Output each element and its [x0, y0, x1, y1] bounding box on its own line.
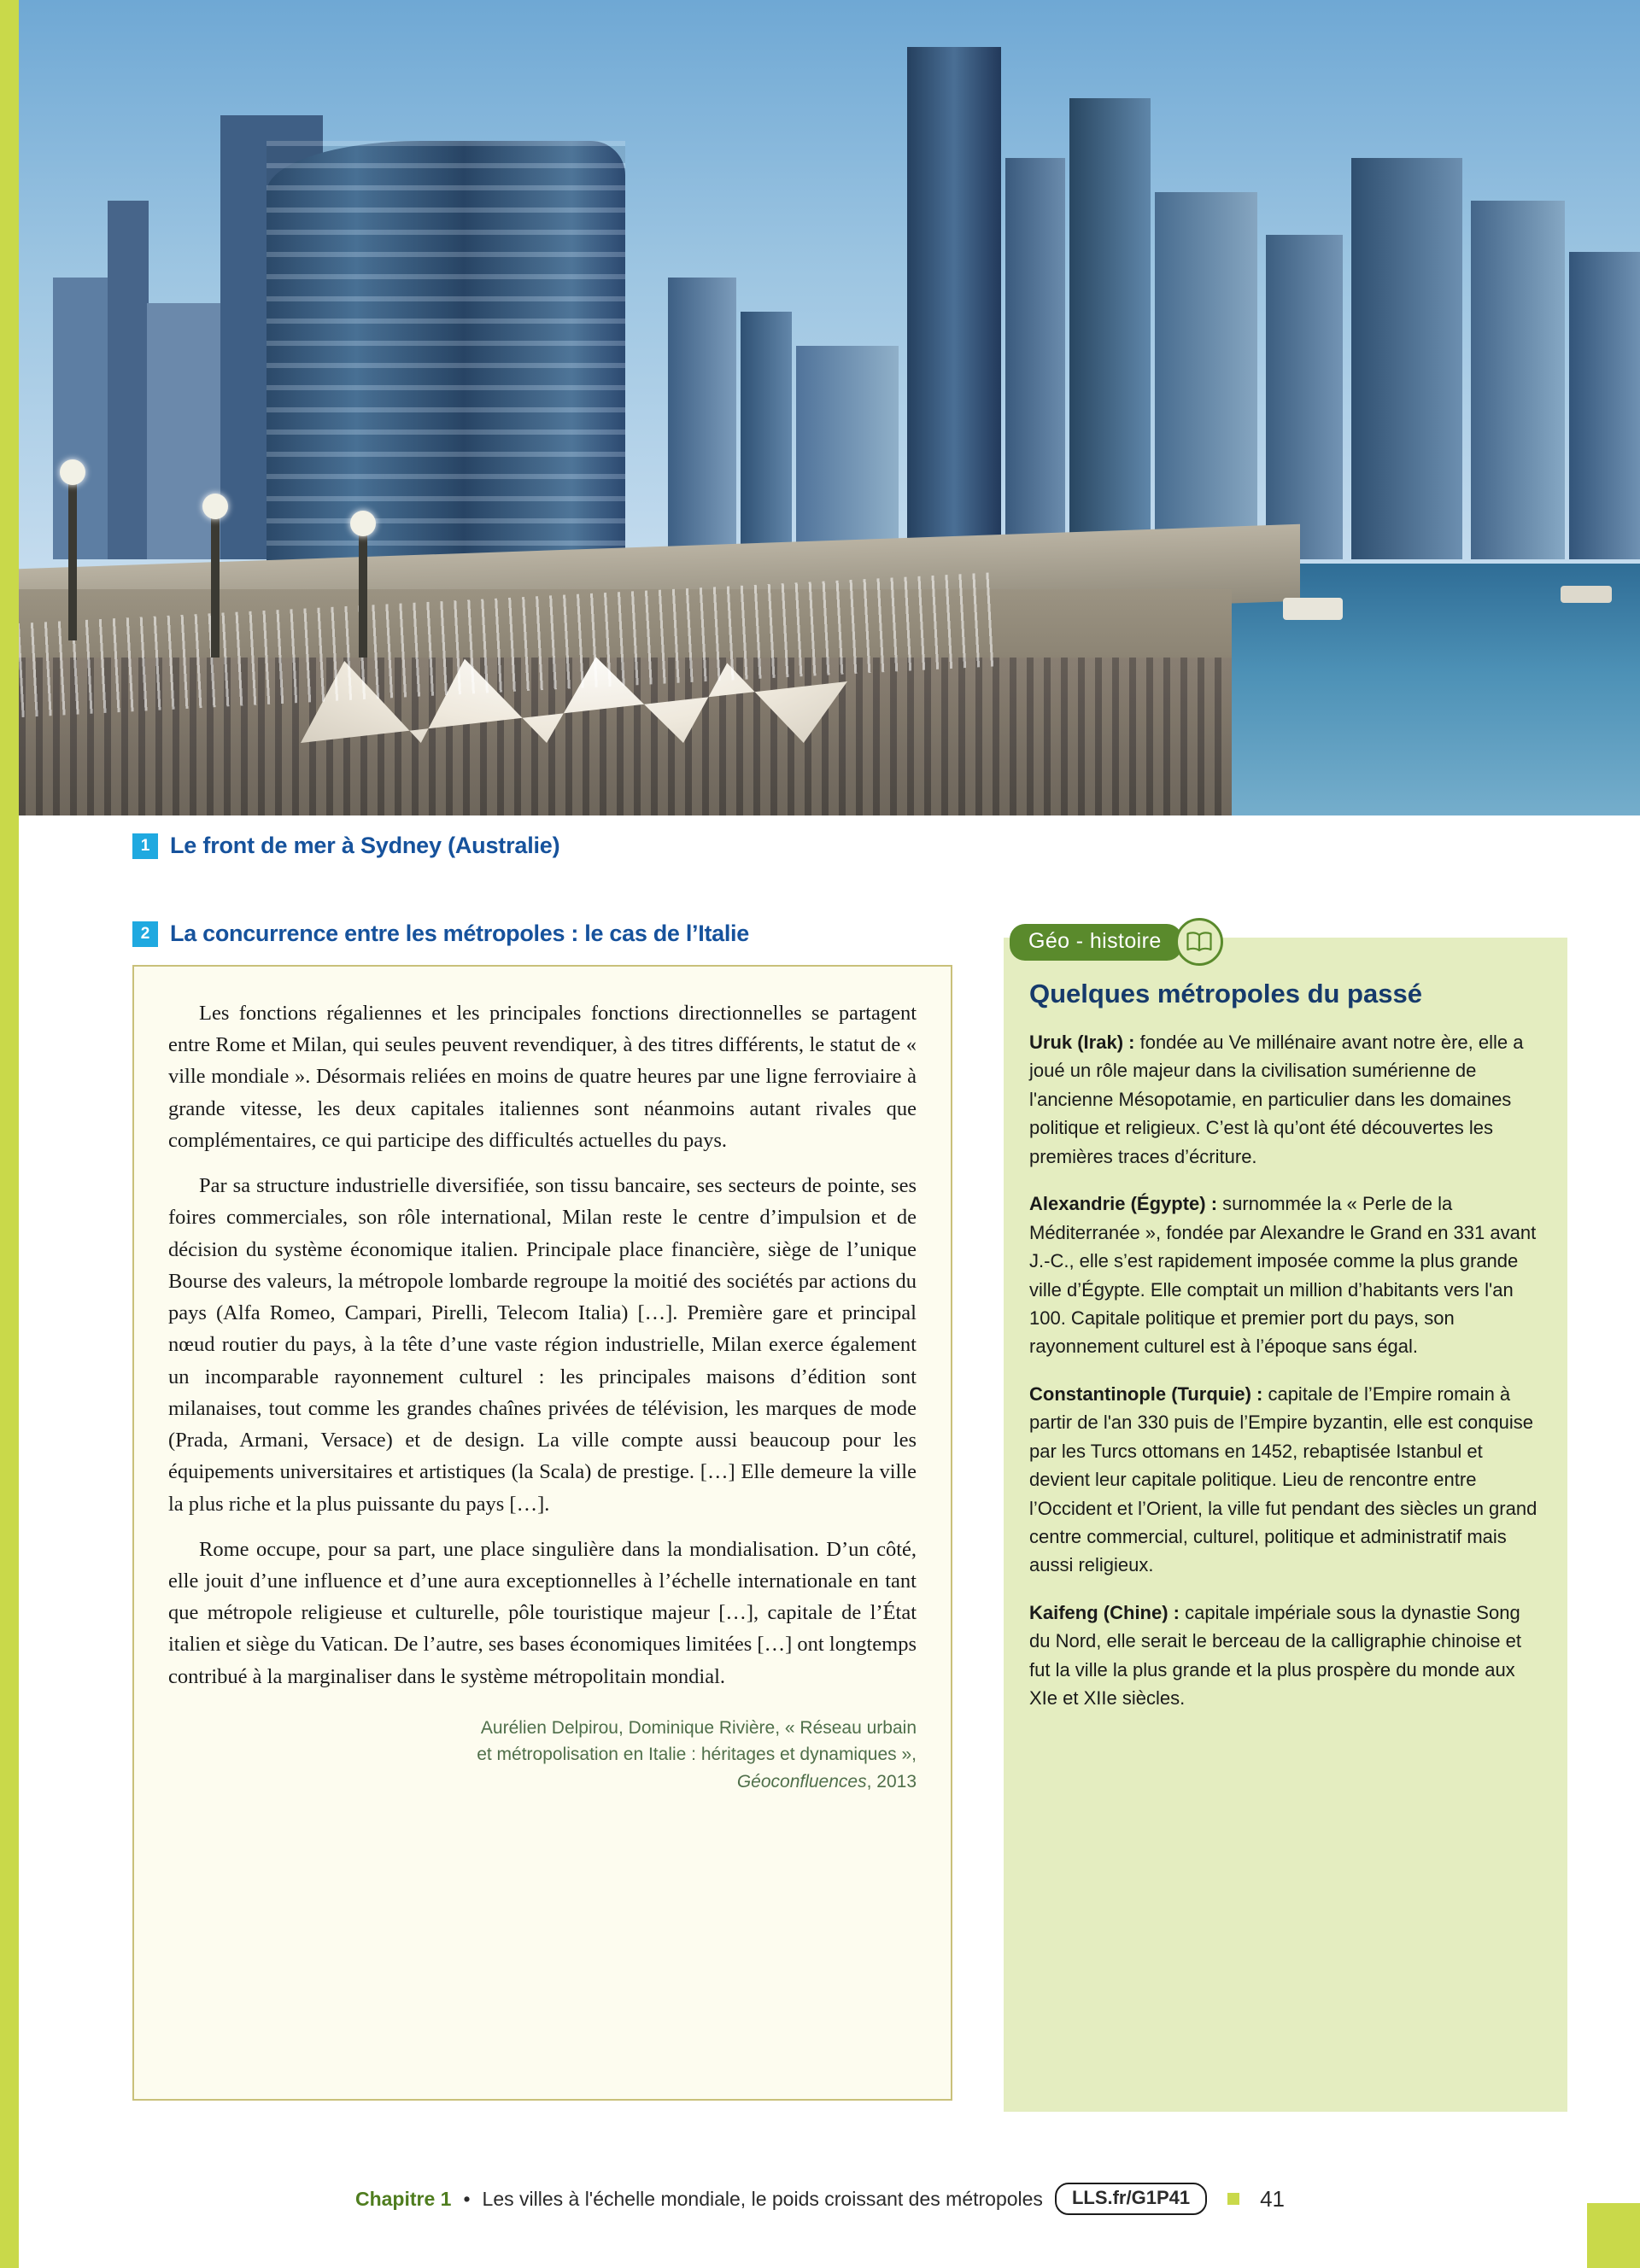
- photo-building: [668, 278, 736, 559]
- document-paragraph: Les fonctions régaliennes et les principales fonctions directionnelles se partagent entre Rome et Milan, qui seules peuvent revendiquer, à des titres différents, le statut de « ville mondiale ». Désormais reliées en moins de quatre heures par une ligne ferroviaire à grande vitesse, les deux capitales italiennes sont néanmoins autant rivales que complémentaires, ce qui participe des difficultés actuelles du pays.: [168, 1002, 917, 1152]
- source-year: , 2013: [866, 1771, 917, 1792]
- source-line-2: et métropolisation en Italie : héritages et dynamiques »,: [477, 1745, 917, 1765]
- footer-chapter: Chapitre 1: [354, 2187, 452, 2210]
- geo-history-entry: [1029, 1599, 1542, 1713]
- footer-square-marker: [1227, 2193, 1239, 2205]
- page-number: 41: [1260, 2185, 1286, 2212]
- photo-skyscraper: [1069, 98, 1151, 559]
- document-text-body: [134, 967, 951, 1815]
- geo-history-entry-text: fondée au Ve millénaire avant notre ère, elle a joué un rôle majeur dans la civilisation sumérienne de l'ancienne Mésopotamie, en particulier dans les domaines politique et religieux. C’est là qu’ont été découvertes les premières traces d’écriture.: [1029, 1032, 1524, 1167]
- photo-skyscraper: [1266, 235, 1343, 559]
- photo-skyscraper: [1005, 158, 1065, 559]
- geo-history-entry-text: capitale de l’Empire romain à partir de l'an 330 puis de l’Empire byzantin, elle est conquise par les Turcs ottomans en 1452, rebaptisée Istanbul et devient leur capitale politique. Lieu de rencontre entre l’Occident et l’Orient, la ville fut pendant des siècles un grand centre commercial, culturel, politique et administratif mais aussi religieux.: [1029, 1382, 1538, 1576]
- caption-doc-2: [132, 921, 952, 947]
- geo-history-entry-term: Alexandrie (Égypte) :: [1029, 1193, 1218, 1215]
- left-decorative-rail: [0, 0, 19, 2268]
- photo-boat: [1283, 598, 1343, 620]
- document-paragraph: Par sa structure industrielle diversifiée, son tissu bancaire, ses secteurs de pointe, ses foires commerciales, son rôle international, Milan reste le centre d’impulsion et de décision du système économique italien. Principale place financière, siège de l’unique Bourse des valeurs, la métropole lombarde regroupe la moitié des sociétés par actions du pays (Alfa Romeo, Campari, Pirelli, Telecom Italia) […]. Première gare et principal nœud routier du pays, à la tête d’une vaste région industrielle, Milan exerce également un incomparable rayonnement culturel : les principales maisons d’édition sont milanaises, tout comme les grandes chaînes privées de télévision, les marques de mode (Prada, Armani, Versace) et de design. La ville compte aussi beaucoup pour les équipements universitaires et artistiques (la Scala) de prestige. […] Elle demeure la ville la plus riche et la plus puissante du pays […].: [168, 1174, 917, 1516]
- footer-shortcode-link[interactable]: LLS.fr/G1P41: [1055, 2183, 1207, 2215]
- geo-history-body: [1004, 1009, 1567, 1713]
- geo-history-entry: [1029, 1190, 1542, 1361]
- doc-number-badge: 2: [132, 921, 158, 947]
- geo-history-entry-term: Constantinople (Turquie) :: [1029, 1382, 1263, 1405]
- caption-doc-1: [132, 833, 1243, 859]
- photo-skyscraper: [907, 47, 1001, 559]
- photo-building: [108, 201, 149, 559]
- geo-history-entry-text: capitale impériale sous la dynastie Song du Nord, elle serait le berceau de la calligraphie chinoise et fut la ville la plus grande et la plus prospère du monde aux XIe et XIIe siècles.: [1029, 1601, 1522, 1710]
- geo-history-tag-label: Géo - histoire: [1010, 924, 1182, 961]
- document-source: [168, 1715, 917, 1796]
- photo-skyscraper: [1569, 252, 1640, 559]
- photo-skyscraper: [1471, 201, 1565, 559]
- source-line-1: Aurélien Delpirou, Dominique Rivière, « Réseau urbain: [480, 1717, 917, 1738]
- geo-history-entry-term: Kaifeng (Chine) :: [1029, 1601, 1180, 1623]
- geo-history-entry: [1029, 1028, 1542, 1171]
- geo-history-entry-term: Uruk (Irak) :: [1029, 1032, 1135, 1053]
- geo-history-title: Quelques métropoles du passé: [1029, 979, 1422, 1008]
- doc-number-badge: 1: [132, 833, 158, 859]
- geo-history-entry: [1029, 1380, 1542, 1580]
- page-footer: [0, 2183, 1640, 2215]
- photo-building: [53, 278, 113, 559]
- photo-building: [796, 346, 899, 559]
- document-paragraph: Rome occupe, pour sa part, une place singulière dans la mondialisation. D’un côté, elle jouit d’une influence et d’une aura exceptionnelles à l’échelle internationale en tant que métropole religieuse et culturelle, pôle touristique majeur […], capitale de l’État italien et siège du Vatican. De l’autre, ses bases économiques limitées […] ont longtemps contribué à la marginaliser dans le système métropolitain mondial.: [168, 1537, 917, 1688]
- photo-skyscraper: [1155, 192, 1257, 559]
- photo-building: [741, 312, 792, 559]
- open-book-icon: [1175, 918, 1223, 966]
- geo-history-box: [1004, 938, 1567, 2112]
- source-publication: Géoconfluences: [736, 1771, 867, 1792]
- footer-separator: •: [463, 2187, 471, 2210]
- doc-1-title: Le front de mer à Sydney (Australie): [170, 833, 560, 858]
- footer-title: Les villes à l'échelle mondiale, le poids croissant des métropoles: [482, 2187, 1043, 2210]
- photo-street-lamp: [211, 512, 220, 658]
- geo-history-tag: [1010, 918, 1223, 966]
- document-text-box: [132, 965, 952, 2101]
- geo-history-entry-text: surnommée la « Perle de la Méditerranée », fondée par Alexandre le Grand en 331 avant J.-C., elle s’est rapidement imposée comme la plus grande ville d’Égypte. Elle comptait un million d’habitants vers l'an 100. Capitale politique et premier port du pays, son rayonnement culturel est à l’époque sans égal.: [1029, 1193, 1537, 1358]
- photo-street-lamp: [359, 529, 367, 658]
- photo-boat: [1561, 586, 1612, 603]
- photo-skyscraper: [1351, 158, 1462, 559]
- photo-curved-apartment-building: [266, 141, 625, 585]
- photo-street-lamp: [68, 478, 77, 640]
- doc-2-title: La concurrence entre les métropoles : le cas de l’Italie: [170, 921, 749, 946]
- sydney-waterfront-photo: [19, 0, 1640, 815]
- source-line-3: [168, 1768, 917, 1796]
